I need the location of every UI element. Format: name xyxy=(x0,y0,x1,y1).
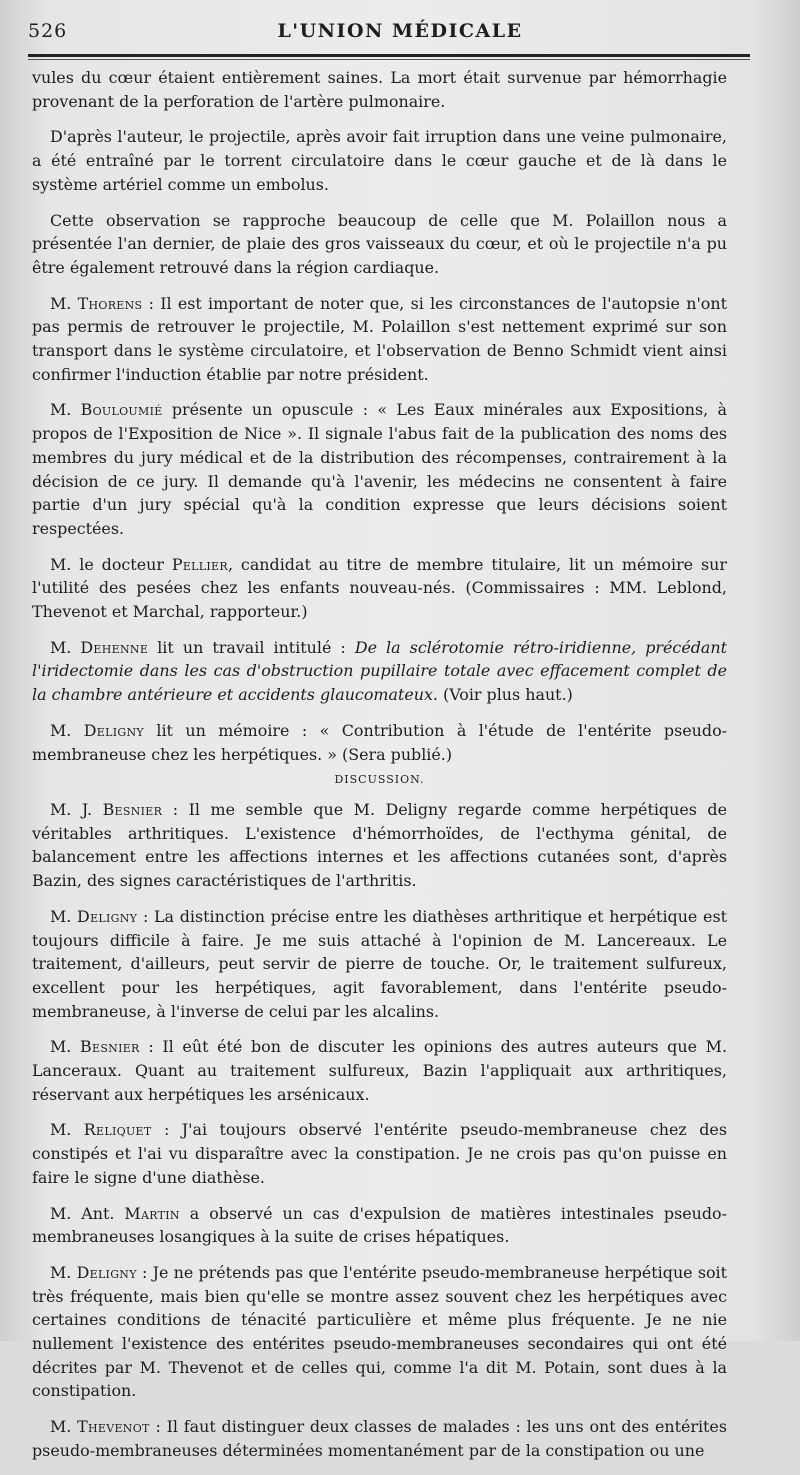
running-title: L'UNION MÉDICALE xyxy=(277,20,523,42)
paragraph-text: Cette observation se rapproche beaucoup de celle que M. Polaillon nous a présentée l'an dernier, de plaie des gros vaisseaux du cœur, et où le projectile n'a pu être également retrouvé dans la région cardiaque. xyxy=(32,210,727,277)
paragraph xyxy=(32,1202,727,1249)
paragraph-text: : Il eût été bon de discuter les opinions des autres auteurs que M. Lanceraux. Quant au traitement sulfureux, Bazin l'appliquait aux arthritiques, réservant aux herpétiques les arsénicaux. xyxy=(32,1037,727,1104)
paragraph xyxy=(32,1035,727,1106)
speaker-name: Deligny xyxy=(83,720,144,740)
speaker-prefix: M. xyxy=(50,637,81,657)
paragraph xyxy=(32,209,727,280)
paragraph-text: : La distinction précise entre les diathèses arthritique et herpétique est toujours difficile à faire. Je me suis attaché à l'opinion de M. Lancereaux. Le traitement, d'ailleurs, peut servir de pierre de touche. Or, le traitement sulfureux, excellent pour les herpétiques, agit favorablement, dans l'entérite pseudo-membraneuse, à l'inverse de celui par les alcalins. xyxy=(32,906,727,1021)
speaker-prefix: M. le docteur xyxy=(50,554,172,574)
speaker-prefix: M. xyxy=(50,906,78,926)
speaker-prefix: M. xyxy=(50,720,84,740)
paragraph xyxy=(32,719,727,766)
speaker-name: Deligny xyxy=(76,1262,137,1282)
header-rule-thin xyxy=(28,59,750,60)
paragraph-text: D'après l'auteur, le projectile, après avoir fait irruption dans une veine pulmonaire, a été entraîné par le torrent circulatoire dans le cœur gauche et de là dans le système artériel comme un embolus. xyxy=(32,127,727,194)
paragraph-text: : Il faut distinguer deux classes de malades : les uns ont des entérites pseudo-membraneuses déterminées momentanément par de la constipation ou une xyxy=(32,1417,727,1460)
paragraph xyxy=(32,1415,727,1462)
speaker-prefix: M. J. xyxy=(50,799,103,819)
speaker-name: Deligny xyxy=(77,906,138,926)
page-number: 526 xyxy=(28,20,68,42)
speaker-name: Dehenne xyxy=(80,637,149,657)
speaker-name: Besnier xyxy=(80,1037,140,1057)
header-rule xyxy=(28,54,750,57)
paragraph-text: lit un travail intitulé : xyxy=(148,637,355,657)
speaker-prefix: M. xyxy=(50,1120,84,1140)
paragraph-text: vules du cœur étaient entièrement saines. La mort était survenue par hémorrhagie provenant de la perforation de l'artère pulmonaire. xyxy=(32,68,727,111)
speaker-prefix: M. Ant. xyxy=(50,1203,125,1223)
page-header xyxy=(28,18,772,48)
paragraph xyxy=(32,1261,727,1403)
speaker-name: Besnier xyxy=(102,799,163,819)
paragraph-text: : Il me semble que M. Deligny regarde comme herpétiques de véritables arthritiques. L'existence d'hémorrhoïdes, de l'ecthyma génital, de balancement entre les affections internes et les affections cutanées sont, d'après Bazin, des signes caractéristiques de l'arthritis. xyxy=(32,799,727,891)
section-heading: DISCUSSION. xyxy=(334,773,425,787)
paragraph xyxy=(32,125,727,196)
paragraph xyxy=(32,905,727,1024)
paragraph xyxy=(32,1118,727,1189)
work-title: De la sclérotomie rétro-iridienne, précédant l'iridectomie dans les cas d'obstruction pupillaire totale avec effacement complet de la chambre antérieure et accidents glaucomateux. xyxy=(32,637,728,705)
speaker-name: Pellier xyxy=(171,554,228,574)
paragraph xyxy=(32,553,727,624)
speaker-name: Reliquet xyxy=(83,1120,152,1140)
speaker-prefix: M. xyxy=(50,1417,78,1437)
paragraph-text: , candidat au titre de membre titulaire, lit un mémoire sur l'utilité des pesées chez les enfants nouveau-nés. (Commissaires : MM. Leblond, Thevenot et Marchal, rapporteur.) xyxy=(32,554,727,622)
paragraph xyxy=(32,636,727,707)
paragraph-text: (Voir plus haut.) xyxy=(437,685,573,705)
paragraph-text: présente un opuscule : « Les Eaux minérales aux Expositions, à propos de l'Exposition de Nice ». Il signale l'abus fait de la publication des noms des membres du jury médical et de la distribution des récompenses, contrairement à la décision de ce jury. Il demande qu'à l'avenir, les médecins ne consentent à faire partie d'un jury spécial qu'à la condition expresse que leurs décisions soient respectées. xyxy=(32,400,728,538)
paragraph xyxy=(32,66,727,113)
speaker-prefix: M. xyxy=(50,400,81,420)
speaker-name: Thevenot xyxy=(77,1417,150,1437)
speaker-name: Bouloumié xyxy=(80,400,163,420)
paragraph xyxy=(32,398,727,540)
paragraph-text: lit un mémoire : « Contribution à l'étude de l'entérite pseudo-membraneuse chez les herpétiques. » (Sera publié.) xyxy=(32,720,728,764)
speaker-prefix: M. xyxy=(50,293,78,313)
paragraph-text: : Je ne prétends pas que l'entérite pseudo-membraneuse herpétique soit très fréquente, mais bien qu'elle se montre assez souvent chez les herpétiques avec certaines conditions de ténacité particulière et même plus fréquente. Je ne nie nullement l'existence des entérites pseudo-membraneuses secondaires qui ont été décrites par M. Thevenot et de celles qui, comme l'a dit M. Potain, sont dues à la constipation. xyxy=(32,1262,728,1401)
speaker-name: Thorens xyxy=(77,293,143,313)
paragraph-text: : Il est important de noter que, si les circonstances de l'autopsie n'ont pas permis de retrouver le projectile, M. Polaillon s'est nettement exprimé sur son transport dans le système circulatoire, et l'observation de Benno Schmidt vient ainsi confirmer l'induction établie par notre président. xyxy=(32,293,727,384)
speaker-name: Martin xyxy=(124,1203,180,1223)
paragraph xyxy=(32,798,727,893)
paragraph-text: a observé un cas d'expulsion de matières intestinales pseudo-membraneuses losangiques à la suite de crises hépatiques. xyxy=(32,1203,727,1247)
speaker-prefix: M. xyxy=(50,1262,77,1282)
article-body xyxy=(32,66,727,1475)
paragraph xyxy=(32,292,727,387)
speaker-prefix: M. xyxy=(50,1037,81,1057)
paragraph-text: : J'ai toujours observé l'entérite pseudo-membraneuse chez des constipés et l'ai vu disparaître avec la constipation. Je ne crois pas qu'on puisse en faire le signe d'une diathèse. xyxy=(32,1120,727,1187)
